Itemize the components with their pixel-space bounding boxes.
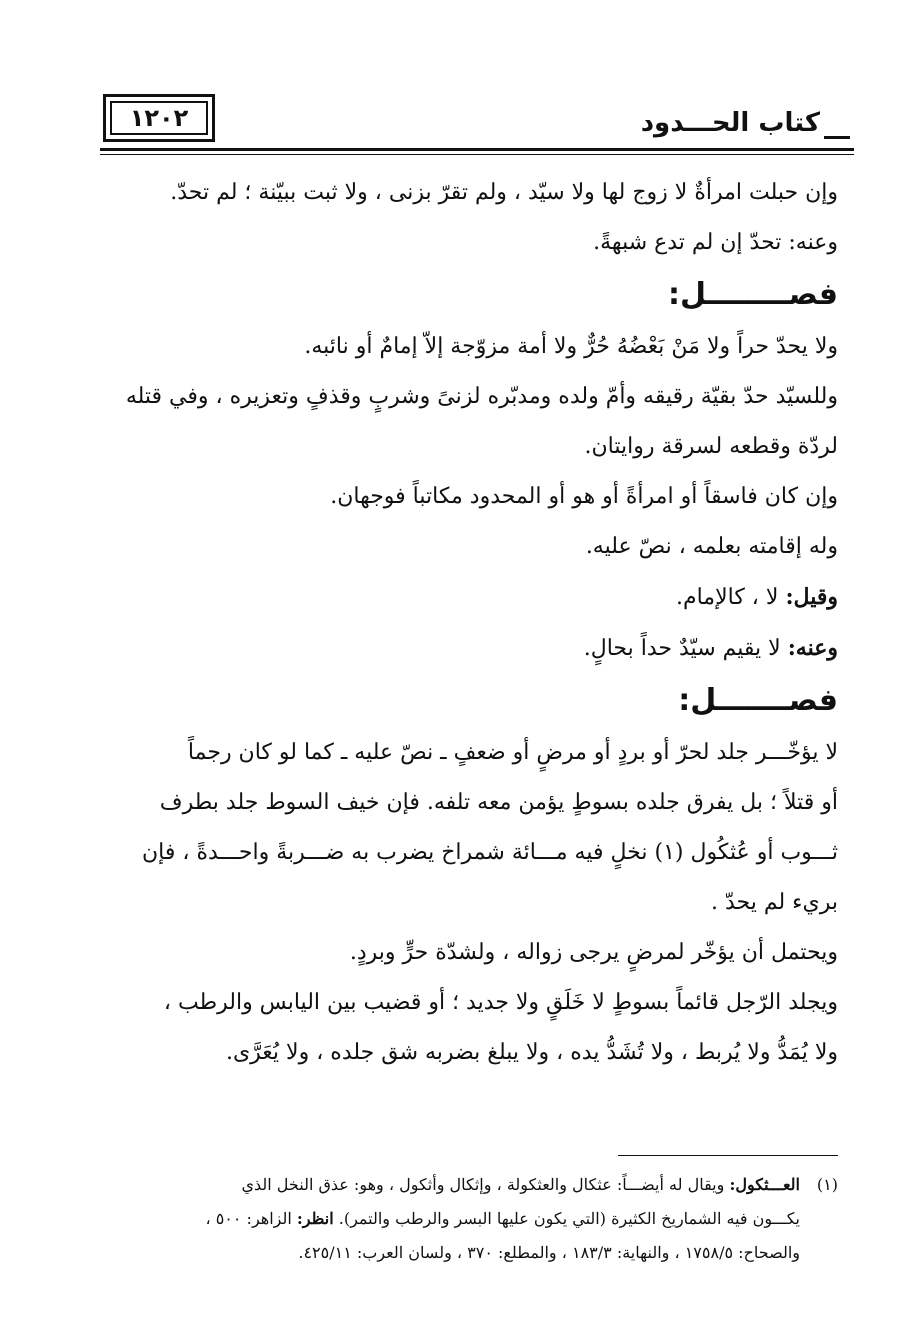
text-line: ثـــوب أو عُثكُول (١) نخلٍ فيه مـــائة شمراخ يضرب به ضـــربةً واحـــدةً ، فإن [142,840,838,865]
text-line: أو قتلاً ؛ بل يفرق جلده بسوطٍ يؤمن معه تلفه. فإن خيف السوط جلد بطرف [159,790,838,815]
footnote-separator [618,1155,838,1156]
page-number-frame [103,94,215,142]
footnote-text: الزاهر: ٥٠٠ ، [205,1209,297,1228]
anhu-label: وعنه: [787,635,838,661]
header-rule [100,148,854,151]
footnote-marker: (١) [816,1175,838,1194]
text-line: ويجلد الرّجل قائماً بسوطٍ لا خَلَقٍ ولا جديد ؛ أو قضيب بين اليابس والرطب ، [163,990,838,1015]
footnote-line [100,1168,838,1202]
section-heading: فصــــــــل: [667,277,838,312]
page-number: ١٢٠٢ [129,104,189,132]
main-text [100,168,838,1078]
qila-label: وقيل: [785,584,838,610]
anhu-text: لا يقيم سيّدٌ حداً بحالٍ. [583,636,788,661]
footnote-line [100,1202,838,1236]
text-line: لا يؤخّـــر جلد لحرّ أو بردٍ أو مرضٍ أو ضعفٍ ـ نصّ عليه ـ كما لو كان رجماً [187,740,838,765]
text-line: بريء لم يحدّ . [710,890,838,915]
section-heading: فصـــــــل: [678,683,838,718]
text-line: وإن حبلت امرأةٌ لا زوج لها ولا سيّد ، ولم تقرّ بزنى ، ولا ثبت ببيّنة ؛ لم تحدّ. [170,180,838,205]
text-line: ولا يحدّ حراً ولا مَنْ بَعْضُهُ حُرٌّ ولا أمة مزوّجة إلاّ إمامٌ أو نائبه. [304,334,838,359]
text-line: ويحتمل أن يؤخّر لمرضٍ يرجى زواله ، ولشدّة حرٍّ وبردٍ. [349,940,838,965]
qila-text: لا ، كالإمام. [675,585,786,610]
text-line: وله إقامته بعلمه ، نصّ عليه. [585,534,838,559]
footnote-text: ويقال له أيضـــاً: عثكال والعثكولة ، وإثكال وأثكول ، وهو: عذق النخل الذي [241,1175,730,1194]
text-line [100,572,838,623]
header-rule-thin [100,154,854,155]
footnote-text: يكـــون فيه الشماريخ الكثيرة (التي يكون عليها البسر والرطب والتمر). [333,1209,800,1228]
header-dash-ornament [824,136,850,139]
footnote-line: والصحاح: ١٧٥٨/٥ ، والنهاية: ١٨٣/٣ ، والمطلع: ٣٧٠ ، ولسان العرب: ٤٢٥/١١. [298,1243,800,1262]
text-line: ولا يُمَدُّ ولا يُربط ، ولا تُشَدُّ يده ، ولا يبلغ بضربه شق جلده ، ولا يُعَرَّى. [225,1040,838,1065]
book-title: كتاب الحـــدود [640,108,820,138]
text-line: وإن كان فاسقاً أو امرأةً أو هو أو المحدود مكاتباً فوجهان. [330,484,838,509]
text-line: وعنه: تحدّ إن لم تدع شبهةً. [593,230,838,255]
text-line: لردّة وقطعه لسرقة روايتان. [584,434,838,459]
text-line [100,623,838,674]
footnote-term: العـــثكول: [729,1175,800,1194]
footnote-see-label: انظر: [296,1209,334,1228]
footnote [100,1168,838,1270]
text-line: وللسيّد حدّ بقيّة رقيقه وأمّ ولده ومدبّره لزنىً وشربٍ وقذفٍ وتعزيره ، وفي قتله [125,384,838,409]
